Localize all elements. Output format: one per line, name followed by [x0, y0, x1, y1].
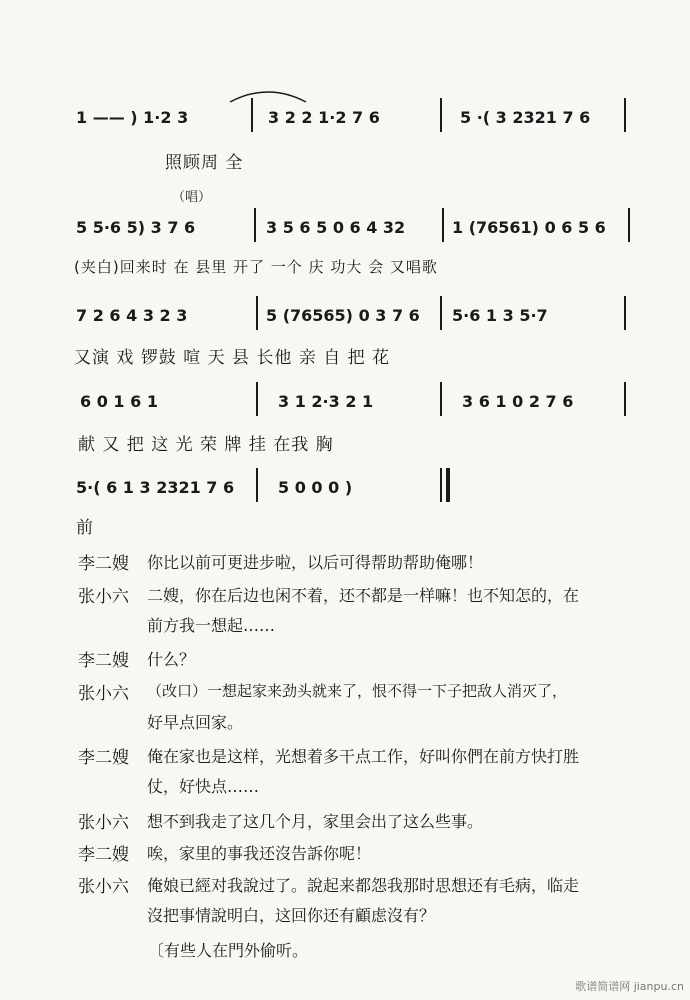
score-row2-measure3: 1 (76561) 0 6 5 6 [452, 218, 606, 237]
dialogue-line: 二嫂，你在后边也闲不着，还不都是一样嘛！也不知怎的，在 [147, 586, 580, 605]
speaker: 张小六 [78, 587, 129, 607]
score-row1-measure1: 1 —— ) 1·2 3 [76, 108, 189, 127]
final-barline-thin [440, 468, 442, 502]
score-row3-measure2: 5 (76565) 0 3 7 6 [266, 306, 420, 325]
dialogue-line: 俺在家也是这样，光想着多干点工作，好叫你們在前方快打胜 [147, 747, 580, 766]
dialogue-line: 想不到我走了这几个月，家里会出了这么些事。 [147, 812, 484, 831]
score-row4-measure1: 6 0 1 6 1 [80, 392, 158, 411]
score-row5-measure2: 5 0 0 0 ) [278, 478, 353, 497]
barline [628, 208, 630, 242]
dialogue-line: 什么？ [147, 650, 196, 669]
watermark: 歌谱简谱网 jianpu.cn [575, 980, 684, 993]
score-row3-lyrics: 又演 戏 锣鼓 喧 天 县 长他 亲 自 把 花 [74, 348, 391, 368]
speaker: 李二嫂 [78, 554, 129, 574]
dialogue-line: 俺娘已經对我說过了。說起来都怨我那时思想还有毛病，临走 [147, 876, 580, 895]
barline [624, 296, 626, 330]
speaker: 李二嫂 [78, 845, 129, 865]
score-row5-measure1: 5·( 6 1 3 2321 7 6 [76, 478, 235, 497]
final-barline-thick [446, 468, 450, 502]
stage-direction: 〔有些人在門外偷听。 [148, 941, 309, 960]
dialogue-line: （改口）一想起家来劲头就来了，恨不得一下子把敌人消灭了， [147, 682, 568, 700]
barline [256, 296, 258, 330]
score-row2-measure1: 5 5·6 5) 3 7 6 [76, 218, 196, 237]
speaker: 李二嫂 [78, 748, 129, 768]
score-row4-lyrics: 献 又 把 这 光 荣 牌 挂 在我 胸 [78, 435, 334, 455]
sing-annotation: （唱） [172, 190, 212, 205]
speaker: 张小六 [78, 813, 129, 833]
dialogue-line: 仗，好快点…… [147, 777, 260, 796]
score-row4-measure3: 3 6 1 0 2 7 6 [462, 392, 574, 411]
score-row3-measure1: 7 2 6 4 3 2 3 [76, 306, 188, 325]
barline [440, 382, 442, 416]
barline [254, 208, 256, 242]
speaker: 张小六 [78, 877, 129, 897]
barline [442, 208, 444, 242]
score-row2-measure2: 3 5 6 5 0 6 4 32 [266, 218, 406, 237]
speaker: 李二嫂 [78, 651, 129, 671]
score-row5-lyrics: 前 [76, 518, 94, 538]
score-row1-lyrics: 照顾周 全 [165, 153, 244, 173]
barline [256, 468, 258, 502]
dialogue-line: 沒把事情說明白，这回你还有顧虑沒有？ [147, 906, 436, 925]
barline [440, 98, 442, 132]
barline [440, 296, 442, 330]
dialogue-line: 前方我一想起…… [147, 616, 276, 635]
tie-arc [228, 86, 308, 104]
barline [256, 382, 258, 416]
barline [624, 382, 626, 416]
barline [624, 98, 626, 132]
dialogue-line: 你比以前可更进步啦，以后可得帮助帮助俺哪！ [147, 553, 484, 572]
speaker: 张小六 [78, 684, 129, 704]
score-row1-measure3: 5 ·( 3 2321 7 6 [460, 108, 591, 127]
score-row3-measure3: 5·6 1 3 5·7 [452, 306, 548, 325]
dialogue-line: 好早点回家。 [147, 713, 244, 732]
score-row4-measure2: 3 1 2·3 2 1 [278, 392, 374, 411]
dialogue-line: 唉，家里的事我还沒告訴你呢！ [147, 844, 372, 863]
score-row2-lyrics: (夹白)回来时 在 县里 开了 一个 庆 功大 会 又唱歌 [74, 258, 438, 276]
score-row1-measure2: 3 2 2 1·2 7 6 [268, 108, 380, 127]
